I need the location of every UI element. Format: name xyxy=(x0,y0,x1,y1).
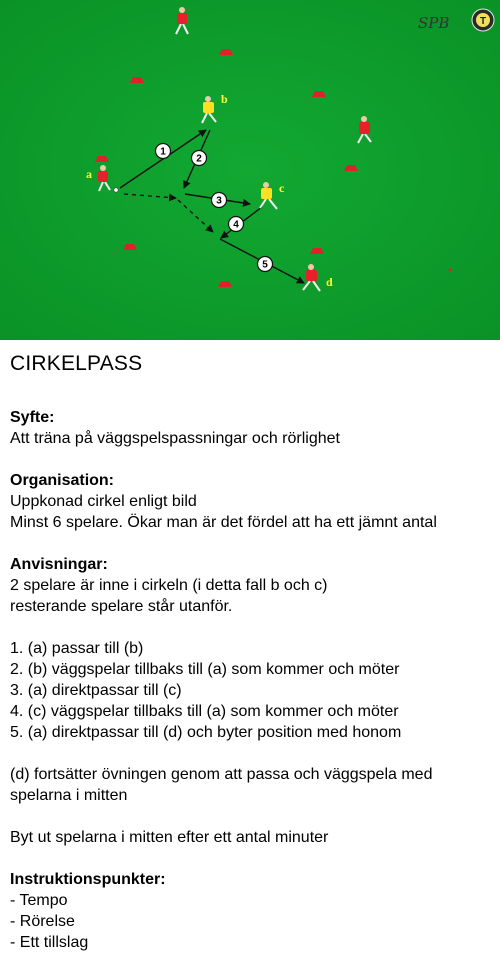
instructions-intro-line: 2 spelare är inne i cirkeln (i detta fall b och c) xyxy=(10,577,328,594)
pass-badge-2 xyxy=(192,151,207,166)
instructions-steps xyxy=(10,638,495,743)
coaching-points-section xyxy=(10,869,495,953)
svg-text:SPB: SPB xyxy=(418,14,450,32)
purpose-text: Att träna på väggspelspassningar och rörlighet xyxy=(10,430,340,447)
pass-badge-4 xyxy=(229,217,244,232)
organisation-heading: Organisation: xyxy=(10,472,115,489)
coaching-point: - Tempo xyxy=(10,892,68,909)
instructions-heading: Anvisningar: xyxy=(10,556,108,573)
label-c: c xyxy=(279,181,285,195)
drill-description xyxy=(10,352,495,974)
svg-text:T: T xyxy=(479,16,487,27)
step-item: 2. (b) väggspelar tillbaks till (a) som kommer och möter xyxy=(10,661,400,678)
label-a: a xyxy=(86,167,92,181)
coaching-point: - Ett tillslag xyxy=(10,934,89,951)
ball-marker xyxy=(449,269,452,272)
organisation-line: Uppkonad cirkel enligt bild xyxy=(10,493,197,510)
organisation-line: Minst 6 spelare. Ökar man är det fördel att ha ett jämnt antal xyxy=(10,514,437,531)
pass-badge-1 xyxy=(156,144,171,159)
instructions-continuation xyxy=(10,764,495,806)
instructions-intro xyxy=(10,575,495,617)
continuation-line: (d) fortsätter övningen genom att passa och väggspela med xyxy=(10,766,433,783)
coaching-points-heading: Instruktionspunkter: xyxy=(10,871,166,888)
page-title: CIRKELPASS xyxy=(10,352,143,375)
ball xyxy=(114,188,118,192)
purpose-section xyxy=(10,407,495,449)
step-item: 1. (a) passar till (b) xyxy=(10,640,144,657)
svg-text:4: 4 xyxy=(233,219,239,231)
svg-text:1: 1 xyxy=(160,146,166,158)
instructions-section xyxy=(10,554,495,848)
svg-text:2: 2 xyxy=(196,153,202,165)
coaching-point: - Rörelse xyxy=(10,913,75,930)
pass-badge-3 xyxy=(212,193,227,208)
step-item: 5. (a) direktpassar till (d) och byter position med honom xyxy=(10,724,402,741)
pass-badge-5 xyxy=(258,257,273,272)
organisation-section xyxy=(10,470,495,533)
svg-text:3: 3 xyxy=(216,195,222,207)
label-d: d xyxy=(326,275,333,289)
rotation-line: Byt ut spelarna i mitten efter ett antal minuter xyxy=(10,829,329,846)
continuation-line: spelarna i mitten xyxy=(10,787,128,804)
step-item: 4. (c) väggspelar tillbaks till (a) som kommer och möter xyxy=(10,703,399,720)
label-b: b xyxy=(221,92,228,106)
field-background xyxy=(0,0,500,340)
svg-text:5: 5 xyxy=(262,259,268,271)
instructions-intro-line: resterande spelare står utanför. xyxy=(10,598,233,615)
purpose-heading: Syfte: xyxy=(10,409,55,426)
drill-diagram xyxy=(0,0,500,340)
step-item: 3. (a) direktpassar till (c) xyxy=(10,682,182,699)
